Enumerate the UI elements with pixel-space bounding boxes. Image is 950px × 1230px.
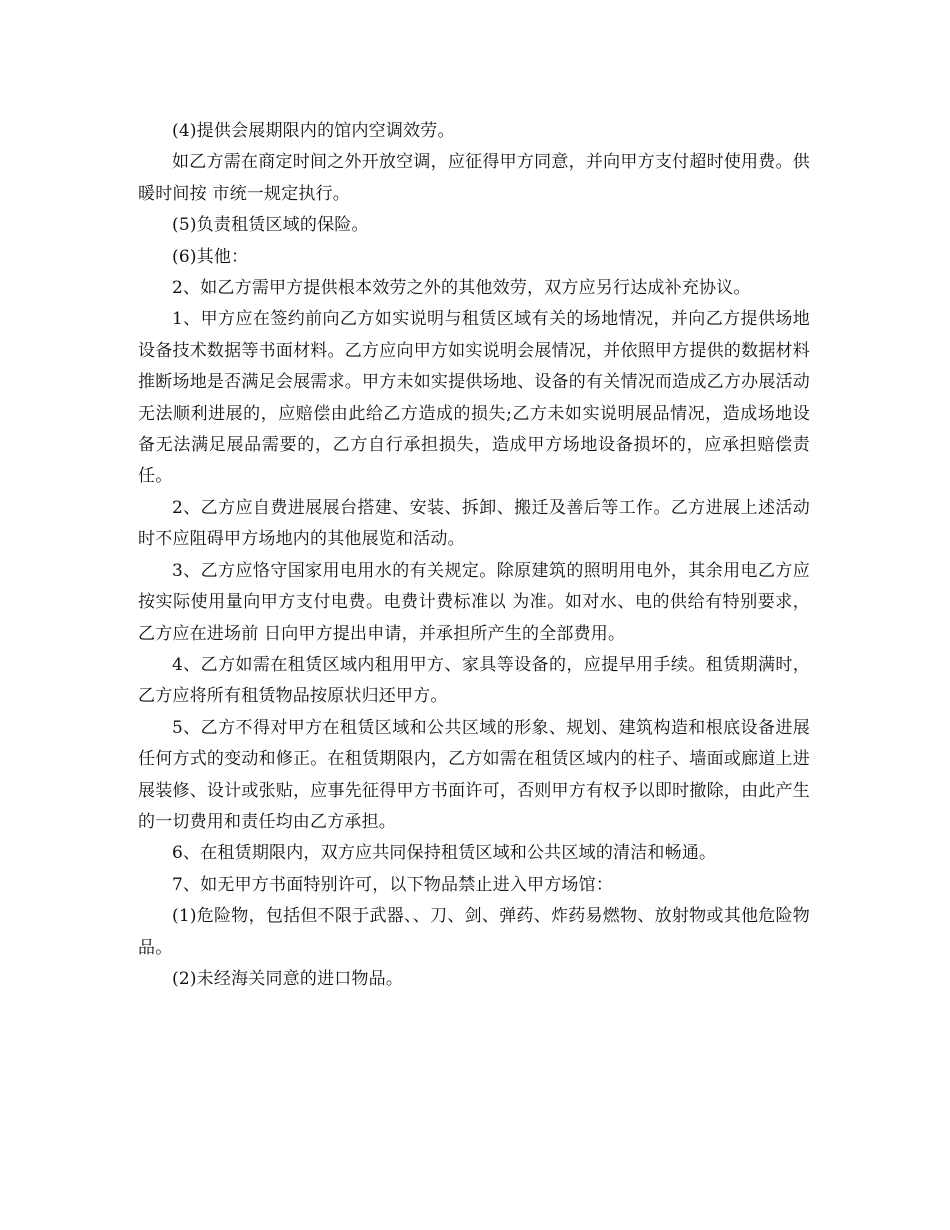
paragraph-5: 2、如乙方需甲方提供根本效劳之外的其他效劳，双方应另行达成补充协议。 (172, 278, 751, 299)
paragraph-14: (2)未经海关同意的进口物品。 (172, 968, 404, 989)
paragraph-6: 1、甲方应在签约前向乙方如实说明与租赁区域有关的场地情况，并向乙方提供场地设备技术数据等书面材料。乙方应向甲方如实说明会展情况，并依照甲方提供的数据材料推断场地是否满足会展需求。甲方未如实提供场地、设备的有关情况而造成乙方办展活动无法顺利进展的，应赔偿由此给乙方造成的损失;乙方未如实说明展品情况，造成场地设备无法满足展品需要的，乙方自行承担损失，造成甲方场地设备损坏的，应承担赔偿责任。 (138, 309, 810, 487)
paragraph-2: 如乙方需在商定时间之外开放空调，应征得甲方同意，并向甲方支付超时使用费。供暖时间按 市统一规定执行。 (138, 152, 810, 204)
paragraph-12: 7、如无甲方书面特别许可，以下物品禁止进入甲方场馆： (172, 874, 614, 895)
paragraph-11: 6、在租赁期限内，双方应共同保持租赁区域和公共区域的清洁和畅通。 (172, 843, 717, 864)
paragraph-10: 5、乙方不得对甲方在租赁区域和公共区域的形象、规划、建筑构造和根底设备进展任何方式的变动和修正。在租赁期限内，乙方如需在租赁区域内的柱子、墙面或廊道上进展装修、设计或张贴，应事先征得甲方书面许可，否则甲方有权予以即时撤除，由此产生的一切费用和责任均由乙方承担。 (138, 717, 810, 832)
paragraph-8: 3、乙方应恪守国家用电用水的有关规定。除原建筑的照明用电外，其余用电乙方应按实际使用量向甲方支付电费。电费计费标准以 为准。如对水、电的供给有特别要求，乙方应在进场前 日向甲方提出申请，并承担所产生的全部费用。 (138, 560, 810, 644)
paragraph-3: (5)负责租赁区域的保险。 (172, 215, 369, 236)
paragraph-1: (4)提供会展期限内的馆内空调效劳。 (172, 121, 455, 141)
paragraph-7: 2、乙方应自费进展展台搭建、安装、拆卸、搬迁及善后等工作。乙方进展上述活动时不应阻碍甲方场地内的其他展览和活动。 (138, 497, 810, 550)
paragraph-4: (6)其他： (172, 246, 249, 267)
paragraph-13: (1)危险物，包括但不限于武器、、刀、剑、弹药、炸药易燃物、放射物或其他危险物品。 (138, 906, 810, 958)
paragraph-9: 4、乙方如需在租赁区域内租用甲方、家具等设备的，应提早用手续。租赁期满时，乙方应将所有租赁物品按原状归还甲方。 (138, 654, 810, 707)
document-body (138, 116, 810, 995)
